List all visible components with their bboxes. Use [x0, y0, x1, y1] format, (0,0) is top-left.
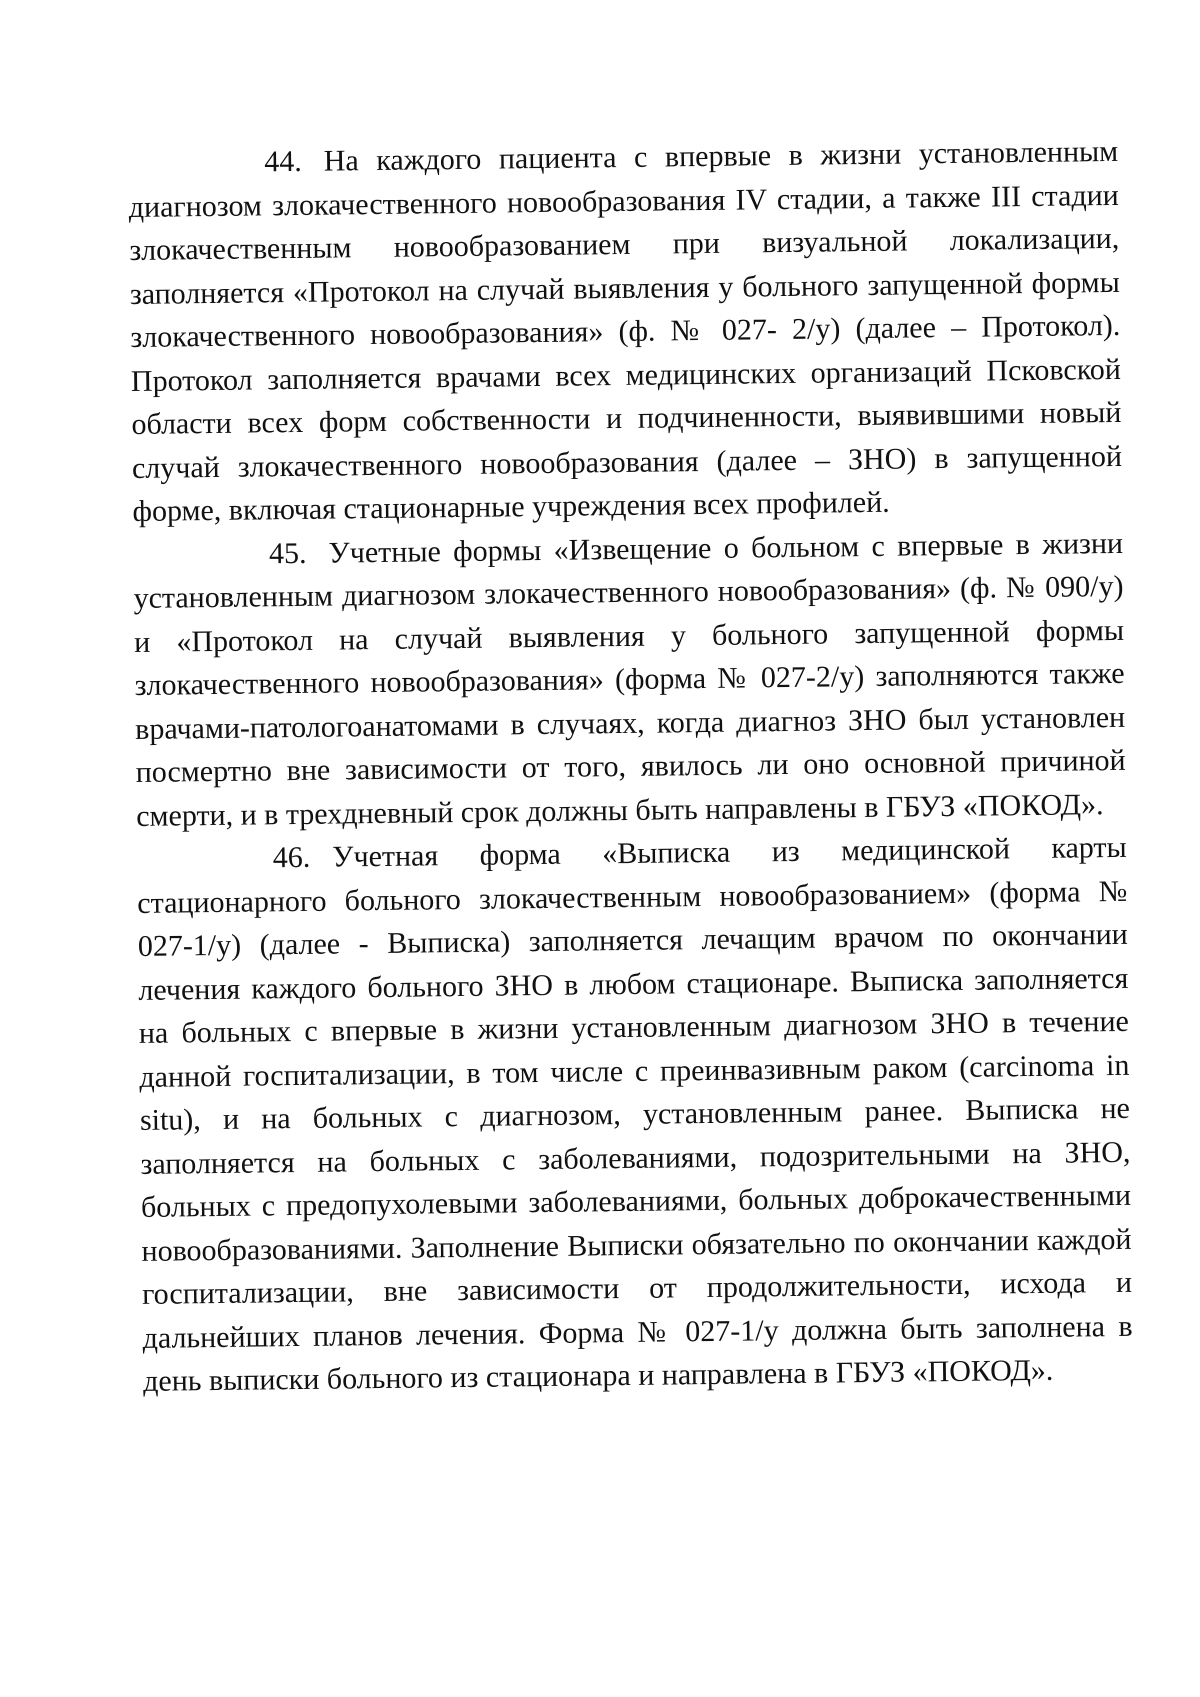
paragraph-number: 46.: [272, 840, 311, 875]
paragraph-44: [128, 130, 1123, 534]
paragraph-46: [137, 826, 1134, 1404]
paragraph-number: 44.: [264, 144, 302, 179]
paragraph-number: 45.: [268, 536, 307, 570]
paragraph-text: Учетная форма «Выписка из медицинской карты стационарного больного злокачественным новообразованием» (форма № 027-1/у) (далее - Выписка) заполняется лечащим врачом по окончании лечения каждого больного ЗНО в любом стационаре. Выписка заполняется на больных с впервые в жизни установленным диагнозом ЗНО в течение данной госпитализации, в том числе с преинвазивным раком (carcinoma in situ), и на больных с диагнозом, установленным ранее. Выписка не заполняется на больных с заболеваниями, подозрительными на ЗНО, больных с предопухолевыми заболеваниями, больных доброкачественными новообразованиями. Заполнение Выписки обязательно по окончании каждой госпитализации, вне зависимости от продолжительности, исхода и дальнейших планов лечения. Форма № 027-1/у должна быть заполнена в день выписки больного из стационара и направлена в ГБУЗ «ПОКОД».: [137, 830, 1133, 1398]
document-body: [128, 130, 1133, 1404]
paragraph-45: [133, 521, 1127, 838]
paragraph-text: Учетные формы «Извещение о больном с впервые в жизни установленным диагнозом злокачественного новообразования» (ф. № 090/у) и «Протокол на случай выявления у больного запущенной формы злокачественного новообразования» (форма № 027-2/у) заполняются также врачами-патологоанатомами в случаях, когда диагноз ЗНО был установлен посмертно вне зависимости от того, явилось ли оно основной причиной смерти, и в трехдневный срок должны быть направлены в ГБУЗ «ПОКОД».: [133, 526, 1126, 833]
paragraph-text: На каждого пациента с впервые в жизни установленным диагнозом злокачественного новообразования IV стадии, а также III стадии злокачественным новообразованием при визуальной локализации, заполняется «Протокол на случай выявления у больного запущенной формы злокачественного новообразования» (ф. № 027- 2/у) (далее – Протокол). Протокол заполняется врачами всех медицинских организаций Псковской области всех форм собственности и подчиненности, выявившими новый случай злокачественного новообразования (далее – ЗНО) в запущенной форме, включая стационарные учреждения всех профилей.: [128, 134, 1123, 528]
